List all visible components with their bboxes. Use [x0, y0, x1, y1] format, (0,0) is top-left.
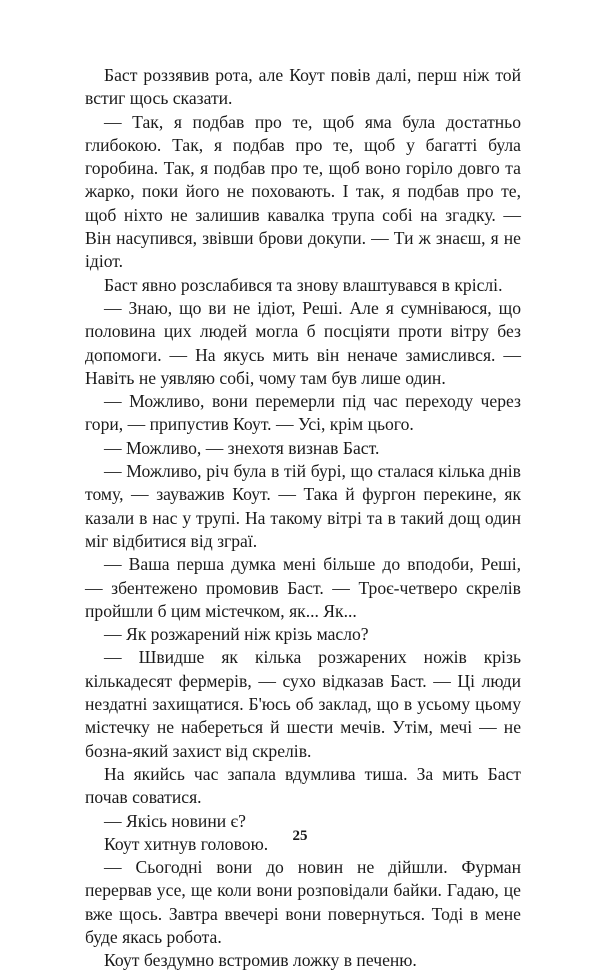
paragraph: — Можливо, річ була в тій бурі, що сталася кілька днів тому, — зауважив Коут. — Така й фургон перекине, як казали в нас у трупі. На такому вітрі та в такий дощ один міг відбитися від зграї. [85, 461, 521, 551]
paragraph: — Можливо, вони перемерли під час переходу через гори, — припустив Коут. — Усі, крім цього. [85, 391, 521, 435]
page-number: 25 [292, 828, 308, 844]
paragraph: — Ваша перша думка мені більше до вподоби, Реші, — збентежено промовив Баст. — Троє-четверо скрелів пройшли б цим містечком, як... Як... [85, 554, 521, 621]
paragraph: — Знаю, що ви не ідіот, Реші. Але я сумніваюся, що половина цих людей могла б посціяти проти вітру без допомоги. — На якусь мить він неначе замислився. — Навіть не уявляю собі, чому там був лише один. [85, 297, 521, 388]
paragraph: На якийсь час запала вдумлива тиша. За мить Баст почав соватися. [85, 763, 521, 808]
paragraph: Баст явно розслабився та знову влаштувався в кріслі. [104, 274, 503, 295]
paragraph: — Сьогодні вони до новин не дійшли. Фурман перервав усе, ще коли вони розповідали байки. Гадаю, це вже щось. Завтра ввечері вони повернуться. Тоді в мене буде якась робота. [85, 857, 521, 947]
paragraph: — Можливо, — знехотя визнав Баст. [104, 437, 380, 458]
paragraph: Баст роззявив рота, але Коут повів далі, перш ніж той встиг щось сказати. [85, 65, 521, 109]
paragraph: — Якісь новини є? [104, 810, 246, 831]
paragraph: — Так, я подбав про те, щоб яма була достатньо глибокою. Так, я подбав про те, щоб у багатті була горобина. Так, я подбав про те, щоб воно горіло довго та жарко, поки його не поховають. І так, я подбав про те, щоб ніхто не залишив кавалка трупа собі на згадку. — Він насупився, звівши брови докупи. — Ти ж знаєш, я не ідіот. [85, 111, 521, 272]
paragraph: Коут хитнув головою. [104, 833, 269, 854]
paragraph: — Як розжарений ніж крізь масло? [104, 624, 369, 645]
paragraph: — Швидше як кілька розжарених ножів крізь кількадесят фермерів, — сухо відказав Баст. — Ці люди нездатні захищатися. Б'юсь об заклад, що в усьому цьому містечку не набереться й шести мечів. Утім, мечі — не бозна-який захист від скрелів. [85, 647, 521, 761]
paragraph: Коут бездумно встромив ложку в печеню. [104, 950, 417, 971]
